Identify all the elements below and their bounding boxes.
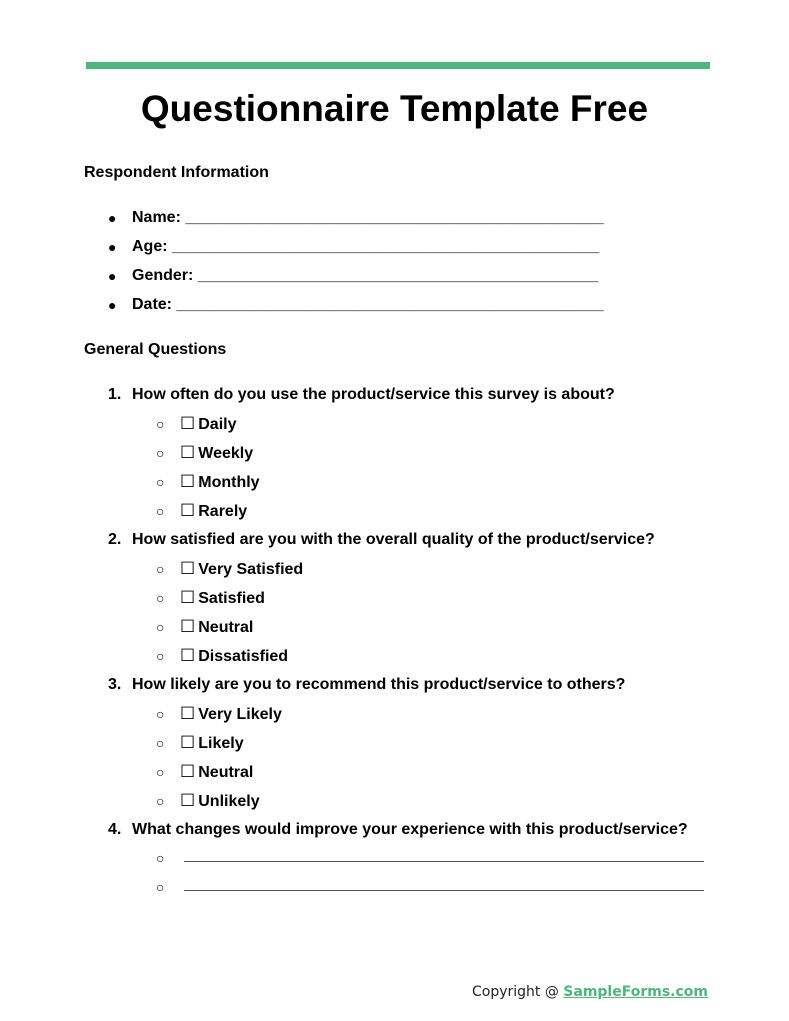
checkbox-icon[interactable]: ☐ xyxy=(180,588,196,608)
answer-line[interactable] xyxy=(184,848,704,862)
circle-bullet-icon: ○ xyxy=(156,735,165,751)
option-very-satisfied[interactable] xyxy=(180,559,303,580)
option-label: Dissatisfied xyxy=(198,648,289,665)
option-label: Neutral xyxy=(198,619,254,636)
document-title: Questionnaire Template Free xyxy=(140,88,649,129)
bullet-icon: ● xyxy=(108,239,117,255)
option-monthly[interactable] xyxy=(180,472,260,493)
question-2-text: How satisfied are you with the overall quality of the product/service? xyxy=(132,531,655,548)
option-unlikely[interactable] xyxy=(180,791,260,812)
option-label: Very Likely xyxy=(198,706,282,723)
field-label: Name: xyxy=(132,209,181,226)
question-number: 3. xyxy=(108,676,122,693)
circle-bullet-icon: ○ xyxy=(156,648,165,664)
bullet-icon: ● xyxy=(108,268,117,284)
general-questions-heading: General Questions xyxy=(84,341,227,358)
option-very-likely[interactable] xyxy=(180,704,282,725)
copyright-text: Copyright @ xyxy=(471,984,564,1000)
copyright-footer xyxy=(472,984,708,1000)
circle-bullet-icon: ○ xyxy=(156,619,165,635)
respondent-info-heading: Respondent Information xyxy=(84,164,269,181)
checkbox-icon[interactable]: ☐ xyxy=(180,791,196,811)
gender-field[interactable] xyxy=(132,266,598,286)
circle-bullet-icon: ○ xyxy=(156,416,165,432)
checkbox-icon[interactable]: ☐ xyxy=(180,762,196,782)
option-label: Satisfied xyxy=(198,590,265,607)
checkbox-icon[interactable]: ☐ xyxy=(180,414,196,434)
question-number: 2. xyxy=(108,531,122,548)
name-field[interactable] xyxy=(132,208,604,228)
option-satisfied[interactable] xyxy=(180,588,265,609)
field-label: Gender: xyxy=(132,267,194,284)
date-field[interactable] xyxy=(132,295,604,315)
option-label: Weekly xyxy=(198,445,254,462)
field-label: Age: xyxy=(132,238,168,255)
checkbox-icon[interactable]: ☐ xyxy=(180,472,196,492)
circle-bullet-icon: ○ xyxy=(156,445,165,461)
age-field[interactable] xyxy=(132,237,599,257)
circle-bullet-icon: ○ xyxy=(156,764,165,780)
checkbox-icon[interactable]: ☐ xyxy=(180,617,196,637)
option-label: Likely xyxy=(198,735,244,752)
date-blank[interactable]: ________________________________________________ xyxy=(176,296,604,313)
checkbox-icon[interactable]: ☐ xyxy=(180,559,196,579)
question-4-text: What changes would improve your experience with this product/service? xyxy=(132,821,688,838)
answer-line[interactable] xyxy=(184,877,704,891)
option-rarely[interactable] xyxy=(180,501,247,522)
option-weekly[interactable] xyxy=(180,443,253,464)
option-label: Daily xyxy=(198,416,237,433)
circle-bullet-icon: ○ xyxy=(156,474,165,490)
field-label: Date: xyxy=(132,296,173,313)
name-blank[interactable]: _______________________________________________ xyxy=(185,209,604,226)
question-number: 4. xyxy=(108,821,122,838)
checkbox-icon[interactable]: ☐ xyxy=(180,733,196,753)
circle-bullet-icon: ○ xyxy=(156,879,165,895)
option-label: Neutral xyxy=(198,764,254,781)
top-accent-bar xyxy=(86,62,710,69)
checkbox-icon[interactable]: ☐ xyxy=(180,501,196,521)
option-label: Rarely xyxy=(198,503,248,520)
checkbox-icon[interactable]: ☐ xyxy=(180,443,196,463)
circle-bullet-icon: ○ xyxy=(156,793,165,809)
option-neutral[interactable] xyxy=(180,762,253,783)
option-neutral[interactable] xyxy=(180,617,253,638)
gender-blank[interactable]: _____________________________________________ xyxy=(197,267,599,284)
option-label: Monthly xyxy=(198,474,260,491)
bullet-icon: ● xyxy=(108,297,117,313)
option-label: Very Satisfied xyxy=(198,561,304,578)
question-1-text: How often do you use the product/service this survey is about? xyxy=(132,386,615,403)
bullet-icon: ● xyxy=(108,210,117,226)
option-dissatisfied[interactable] xyxy=(180,646,288,667)
question-3-text: How likely are you to recommend this product/service to others? xyxy=(132,676,626,693)
circle-bullet-icon: ○ xyxy=(156,590,165,606)
checkbox-icon[interactable]: ☐ xyxy=(180,646,196,666)
age-blank[interactable]: ________________________________________________ xyxy=(172,238,600,255)
circle-bullet-icon: ○ xyxy=(156,850,165,866)
option-label: Unlikely xyxy=(198,793,260,810)
circle-bullet-icon: ○ xyxy=(156,706,165,722)
circle-bullet-icon: ○ xyxy=(156,503,165,519)
sampleforms-link[interactable]: SampleForms.com xyxy=(563,984,708,1000)
circle-bullet-icon: ○ xyxy=(156,561,165,577)
option-likely[interactable] xyxy=(180,733,244,754)
option-daily[interactable] xyxy=(180,414,237,435)
checkbox-icon[interactable]: ☐ xyxy=(180,704,196,724)
question-number: 1. xyxy=(108,386,122,403)
